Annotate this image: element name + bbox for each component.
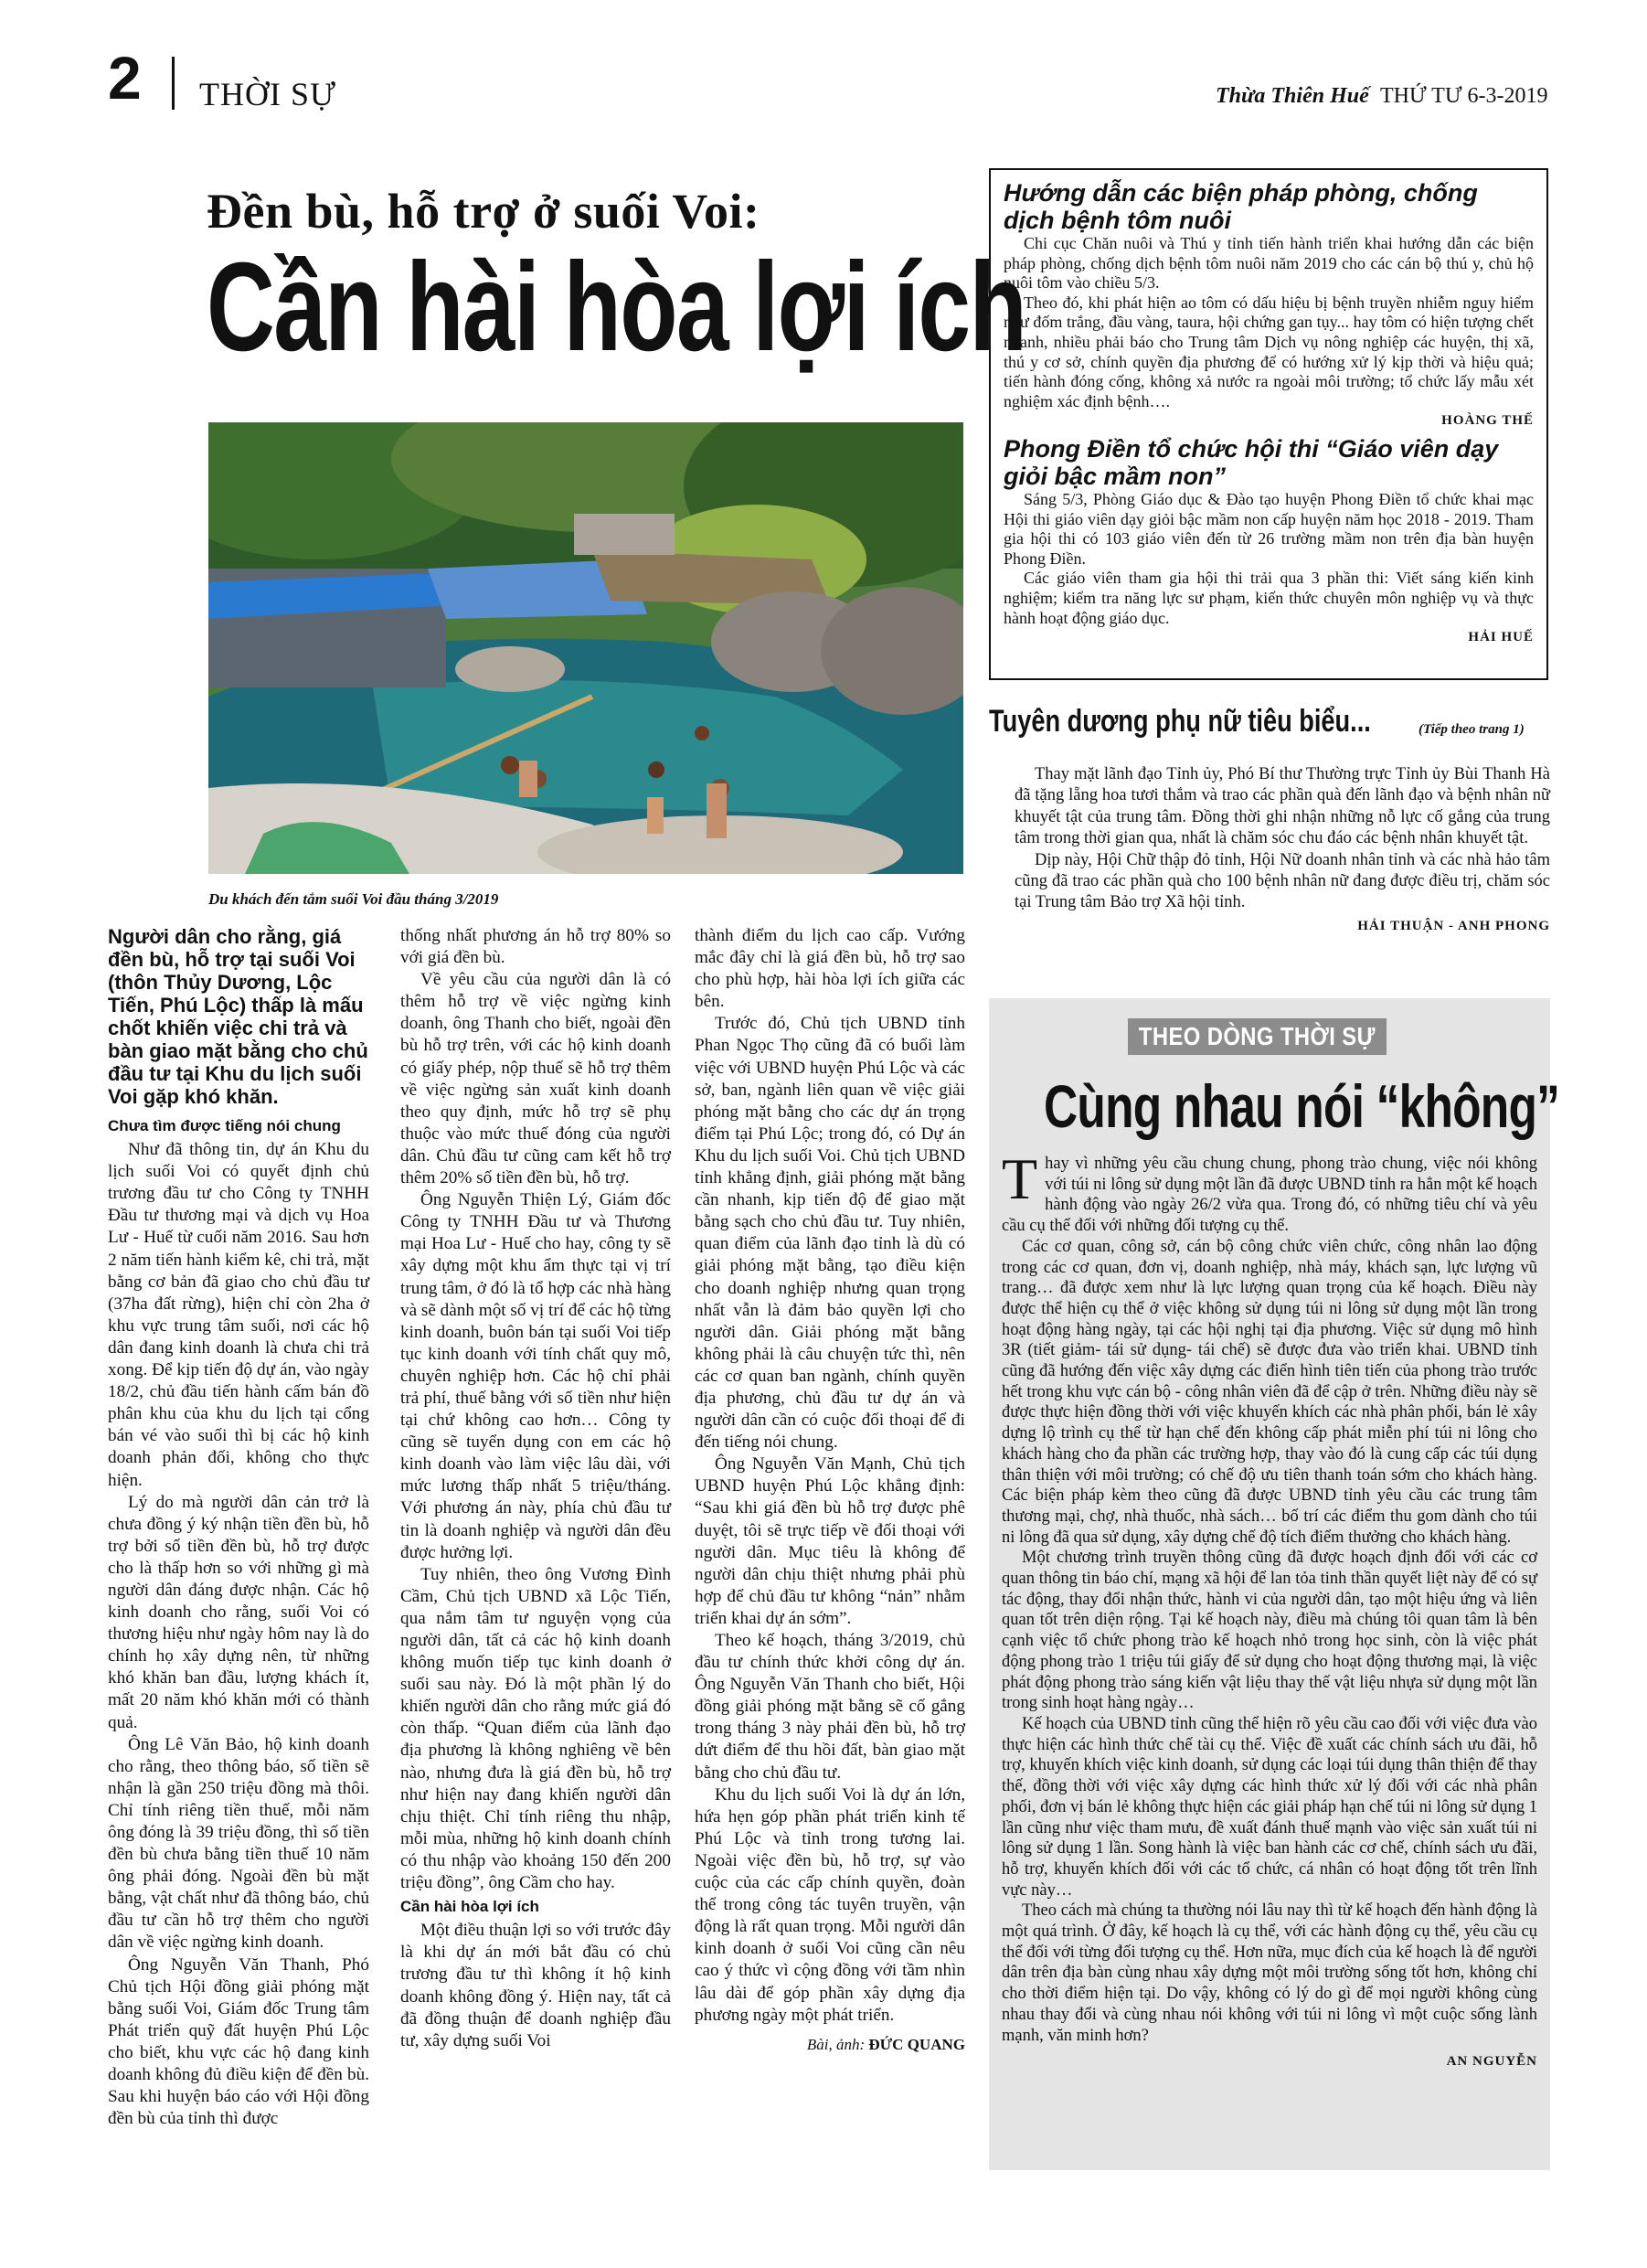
paragraph: thành điểm du lịch cao cấp. Vướng mắc đây chỉ là giá đền bù, hỗ trợ sao cho phù hợp, hài hòa lợi ích giữa các bên. bbox=[695, 926, 965, 1012]
paragraph: Theo đó, khi phát hiện ao tôm có dấu hiệu bị bệnh truyền nhiễm nguy hiểm như đốm trắng, đầu vàng, taura, hội chứng gan tụy... hay tôm có hiện tượng chết nhanh, nhiều phải báo cho Trung tâm Dịch vụ nông nghiệp các huyện, thị xã, thú y cơ sở, chính quyền địa phương để có hướng xử lý kịp thời và hiệu quả; tiến hành đóng cống, không xả nước ra ngoài môi trường; tổ chức lấy mẫu xét nghiệm xác định bệnh…. bbox=[1004, 293, 1534, 410]
continued-article-author: HẢI THUẬN - ANH PHONG bbox=[1357, 918, 1550, 933]
paragraph: Kế hoạch của UBND tỉnh cũng thể hiện rõ yêu cầu cao đối với việc đưa vào thực hiện các hình thức chế tài cụ thể. Việc đề xuất các chính sách ưu đãi, hỗ trợ, khuyến khích việc kinh doanh, sử dụng các loại túi dụng thân thiện để thay thế, đồng thời với việc xây dựng các hình thức xử lý đối với các nhà phân phối, đơn vị bán lẻ không thực hiện các giải pháp hạn chế túi ni lông sử dụng 1 lần cũng như việc tham mưu, đề xuất đánh thuế mạnh vào việc sản xuất túi ni lông sử dụng 1 lần. Song hành là việc ban hành các cơ chế, chính sách ưu đãi, hỗ trợ, khuyến khích đối với các tổ chức, cá nhân có hoạt động tốt trên lĩnh vực này… bbox=[1002, 1714, 1537, 1900]
commentary-body bbox=[1002, 1146, 1537, 2072]
header-divider bbox=[172, 57, 175, 110]
article-column-2 bbox=[400, 925, 671, 2052]
paragraph: Trước đó, Chủ tịch UBND tỉnh Phan Ngọc Thọ cũng đã có buổi làm việc với UBND huyện Phú Lộc và các sở, ban, ngành liên quan về việc giải phóng mặt bằng cho các dự án trọng điểm tại Phú Lộc; trong đó, có Dự án Khu du lịch suối Voi. Chủ tịch UBND tỉnh khẳng định, giải phóng mặt bằng cần nhanh, kịp tiến độ để giao mặt bằng sạch cho chủ đầu tư. Tuy nhiên, quan điểm của lãnh đạo tỉnh là dù có giải phóng mặt bằng, tạo điều kiện cho doanh nghiệp nhưng quan trọng nhất vẫn là đảm bảo quyền lợi cho người dân. Giải phóng mặt bằng không phải là câu chuyện tức thì, nên các cơ quan ban ngành, chính quyền địa phương, chủ đầu tư dự án và người dân cần có cuộc đối thoại để đi đến tiếng nói chung. bbox=[695, 1014, 965, 1453]
publication-name: Thừa Thiên Huế bbox=[1216, 84, 1369, 108]
issue-date: THỨ TƯ 6-3-2019 bbox=[1380, 84, 1548, 108]
continued-from-note: (Tiếp theo trang 1) bbox=[1419, 722, 1525, 737]
paragraph: Ông Nguyễn Thiện Lý, Giám đốc Công ty TNHH Đầu tư và Thương mại Hoa Lư - Huế cho hay, công ty sẽ xây dựng một khu ẩm thực tại vị trí trung tâm, ở đó là tổ hợp các nhà hàng và sẽ dành một số vị trí để các hộ từng kinh doanh, buôn bán tại suối Voi tiếp tục kinh doanh với tính chất quy mô, chuyên nghiệp hơn. Các hộ chỉ phải trả phí, thuế bằng với số tiền như hiện tại chứ không cao hơn… Công ty cũng sẽ tuyển dụng con em các hộ kinh doanh vào làm việc lâu dài, với mức lương thấp nhất 5 triệu/tháng. Với phương án này, phía chủ đầu tư tin là doanh nghiệp và người dân đều được hưởng lợi. bbox=[400, 1190, 672, 1562]
article-headline: Cần hài hòa lợi ích bbox=[207, 237, 1026, 378]
brief-2-body bbox=[1004, 490, 1534, 648]
paragraph: Lý do mà người dân cản trở là chưa đồng ý ký nhận tiền đền bù, hỗ trợ bởi số tiền đền bù, hỗ trợ được cho là thấp hơn so với những gì mà người dân đáng được nhận. Các hộ kinh doanh cho rằng, suối Voi có thương hiệu như ngày hôm nay là do chính họ xây dựng nên, từ những khó khăn ban đầu, lượng khách ít, mất 20 năm khó khăn mới có thành quả. bbox=[108, 1492, 369, 1732]
section-title: THỜI SỰ bbox=[199, 76, 336, 112]
drop-cap: T bbox=[1002, 1146, 1038, 1211]
article-column-3 bbox=[695, 925, 965, 2056]
commentary-box bbox=[989, 998, 1560, 2170]
paragraph: Ông Nguyễn Văn Thanh, Phó Chủ tịch Hội đồng giải phóng mặt bằng suối Voi, Giám đốc Trung tâm Phát triển quỹ đất huyện Phú Lộc cho biết, khu vực các hộ đang kinh doanh không đủ điều kiện để đền bù. Sau khi huyện báo cáo với Hội đồng đền bù của tỉnh thì được bbox=[108, 1954, 369, 2129]
brief-2-author: HẢI HUẾ bbox=[1468, 630, 1534, 645]
commentary-title: Cùng nhau nói “không” bbox=[1044, 1072, 1560, 1140]
paragraph: thống nhất phương án hỗ trợ 80% so với giá đền bù. bbox=[400, 926, 671, 968]
continued-article-body bbox=[1015, 764, 1550, 937]
paragraph: Như đã thông tin, dự án Khu du lịch suối Voi có quyết định chủ trương đầu tư cho Công ty TNHH Đầu tư thương mại và dịch vụ Hoa Lư - Huế từ cuối năm 2016. Sau hơn 2 năm tiến hành kiểm kê, chi trả, mặt bằng cơ bản đã giao cho chủ đầu tư (37ha đất rừng), hiện chỉ còn 2ha ở khu vực trung tâm suối, nơi các hộ dân đang kinh doanh là chưa chi trả xong. Để kịp tiến độ dự án, vào ngày 18/2, chủ đầu tiến hành cấm bán đồ phân khu của khu du lịch tại cổng bán vé vào suối thì bị các hộ kinh doanh phản đối, không cho thực hiện. bbox=[108, 1140, 369, 1490]
paragraph: Khu du lịch suối Voi là dự án lớn, hứa hẹn góp phần phát triển kinh tế Phú Lộc và tỉnh trong tương lai. Ngoài việc đền bù, hỗ trợ, sự vào cuộc của các cấp chính quyền, đoàn thể trong công tác tuyên truyền, vận động là rất quan trọng. Mỗi người dân kinh doanh ở suối Voi cũng cần nêu cao ý thức vì cộng đồng với tầm nhìn lâu dài để góp phần xây dựng địa phương ngày một phát triển. bbox=[695, 1784, 965, 2025]
paragraph: Các cơ quan, công sở, cán bộ công chức viên chức, công nhân lao động trong các cơ quan, đơn vị, doanh nghiệp, nhà máy, khách sạn, lực lượng vũ trang… đã được xem như là lực lượng quan trọng của kế hoạch. Điều này được thể hiện cụ thể ở việc không sử dụng túi ni lông sử dụng một lần trong hoạt động hàng ngày, tại các hội nghị tại địa phương. Việc sử dụng mô hình 3R (tiết giảm- tái sử dụng- tái chế) sẽ được đưa vào triển khai. UBND tỉnh cũng đã hướng đến việc xây dựng các điển hình tiên tiến của phong trào trước hết trong khu vực cán bộ - công nhân viên đã để cập ở trên. Những điều này sẽ được thực hiện đồng thời với việc khuyến khích các nhà phân phối, bán lẻ xây dựng lộ trình cụ thể từ hạn chế đến không cấp phát miễn phí túi ni lông cho khách hàng cho đa phần các trường hợp, thay vào đó là cung cấp các túi dụng thân thiện với môi trường; có chế độ ưu tiên thanh toán sớm cho khách hàng. Các biện pháp kèm theo cũng đã được UBND tỉnh yêu cầu các trung tâm thương mại, chợ, nhà thuốc, nhà sách… bố trí các điểm thu gom dành cho túi ni lông đã qua sử dụng, xây dựng chế độ tích điểm thưởng cho khách hàng. bbox=[1002, 1237, 1537, 1547]
paragraph bbox=[1002, 1146, 1537, 1237]
brief-1-author: HOÀNG THẾ bbox=[1441, 413, 1534, 429]
paragraph: Ông Lê Văn Bảo, hộ kinh doanh cho rằng, theo thông báo, số tiền sẽ nhận là gần 250 triệu đồng mà thôi. Chỉ tính riêng tiền thuế, mỗi năm ông đóng là 39 triệu đồng, thì số tiền đền bù chưa bằng tiền thuế 10 năm ông phải đóng. Ngoài đền bù mặt bằng, vật chất như đã thông báo, chủ đầu tư cần hỗ trợ thêm cho người dân về việc ngừng kinh doanh. bbox=[108, 1734, 369, 1953]
commentary-author: AN NGUYỄN bbox=[1446, 2054, 1537, 2070]
paragraph: Một điều thuận lợi so với trước đây là khi dự án mới bắt đầu có chủ trương đầu tư thì không ít hộ kinh doanh không đồng ý. Hiện nay, tất cả đã đồng thuận để doanh nghiệp đầu tư, xây dựng suối Voi bbox=[400, 1921, 671, 2050]
paragraph: Thay mặt lãnh đạo Tỉnh ủy, Phó Bí thư Thường trực Tỉnh ủy Bùi Thanh Hà đã tặng lẵng hoa tươi thắm và trao các phần quà đến lãnh đạo và bệnh nhân nữ khuyết tật của trung tâm. Đồng thời ghi nhận những nỗ lực cố gắng của trung tâm trong thời gian qua, nhất là chăm sóc chu đáo các bệnh nhân khuyết tật. bbox=[1015, 765, 1550, 848]
paragraph: Chi cục Chăn nuôi và Thú y tỉnh tiến hành triển khai hướng dẫn các biện pháp phòng, chống dịch bệnh tôm nuôi năm 2019 cho các cán bộ thú y, chủ hộ nuôi tôm vào chiều 5/3. bbox=[1004, 234, 1534, 293]
paragraph: Một chương trình truyền thông cũng đã được hoạch định đối với các cơ quan thông tin báo chí, mạng xã hội để lan tỏa tinh thần quyết liệt này để có sự tác động, thay đổi nhận thức, hành vi của người dân, tạo một hiệu ứng và liên quan tốt trên diện rộng. Tại kế hoạch này, điều mà chúng tôi quan tâm là bên cạnh việc tổ chức phong trào kế hoạch nhỏ trong học sinh, còn là việc phát động phong trào 1 triệu túi giấy để sử dụng cho hoạt động thương mại, là việc phát động phong trào sáng kiến vật liệu thay thế vật liệu nhựa sử dụng một lần trong sinh hoạt hàng ngày… bbox=[1002, 1549, 1537, 1713]
continued-article-title: Tuyên dương phụ nữ tiêu biểu... bbox=[989, 704, 1371, 739]
page-number: 2 bbox=[108, 44, 142, 112]
photo-caption: Du khách đến tắm suối Voi đầu tháng 3/2019 bbox=[208, 890, 499, 908]
paragraph: Theo kế hoạch, tháng 3/2019, chủ đầu tư chính thức khởi công dự án. Ông Nguyễn Văn Thanh cho biết, Hội đồng giải phóng mặt bằng sẽ cố gắng trong tháng 3 này phải đền bù, hỗ trợ dứt điểm để thu hồi đất, bàn giao mặt bằng cho chủ đầu tư. bbox=[695, 1631, 965, 1783]
article-byline bbox=[695, 2034, 965, 2056]
paragraph: Dịp này, Hội Chữ thập đỏ tỉnh, Hội Nữ doanh nhân tỉnh và các nhà hảo tâm cũng đã trao các phần quà cho 100 bệnh nhân nữ đang được điều trị, chăm sóc tại Trung tâm Bảo trợ Xã hội tỉnh. bbox=[1015, 850, 1550, 912]
paragraph: Sáng 5/3, Phòng Giáo dục & Đào tạo huyện Phong Điền tổ chức khai mạc Hội thi giáo viên dạy giỏi bậc mầm non cấp huyện năm học 2018 - 2019. Tham gia hội thi có 103 giáo viên đến từ 26 trường mầm non trên địa bàn huyện Phong Điền. bbox=[1004, 489, 1534, 568]
first-paragraph-text: hay vì những yêu cầu chung chung, phong trào chung, việc nói không với túi ni lông sử dụng một lần đã được UBND tỉnh ra hẳn một kế hoạch hành động vào ngày 26/2 vừa qua. Trong đó, có những tiêu chí và yêu cầu cụ thể đối với những đối tượng cụ thể. bbox=[1002, 1155, 1537, 1236]
news-brief-box bbox=[989, 168, 1548, 680]
article-column-1 bbox=[108, 925, 369, 2130]
brief-1-title: Hướng dẫn các biện pháp phòng, chống dịch bệnh tôm nuôi bbox=[1004, 179, 1478, 234]
stream-photo-illustration bbox=[208, 422, 963, 874]
article-kicker: Đền bù, hỗ trợ ở suối Voi: bbox=[207, 184, 760, 239]
paragraph: Ông Nguyễn Văn Mạnh, Chủ tịch UBND huyện Phú Lộc khẳng định: “Sau khi giá đền bù hỗ trợ được phê duyệt, tôi sẽ trực tiếp về đối thoại với người dân. Mục tiêu là không để người dân chịu thiệt nhưng phải phù hợp để chủ đầu tư không “nản” nhằm triển khai dự án sớm”. bbox=[695, 1454, 965, 1628]
article-subhead-2: Cần hài hòa lợi ích bbox=[400, 1898, 539, 1916]
paragraph: Về yêu cầu của người dân là có thêm hỗ trợ về việc ngừng kinh doanh, ông Thanh cho biết, ngoài đền bù hỗ trợ trên, với các hộ kinh doanh có giấy phép, nộp thuế sẽ hỗ trợ thêm về việc ngừng sản xuất kinh doanh theo quy định, mức hỗ trợ sẽ phụ thuộc vào mức thuế đóng của người dân. Chủ đầu tư cũng cam kết hỗ trợ thêm 20% số tiền đền bù, hỗ trợ. bbox=[400, 970, 671, 1188]
byline-author: ĐỨC QUANG bbox=[868, 2035, 965, 2053]
article-lead: Người dân cho rằng, giá đền bù, hỗ trợ tại suối Voi (thôn Thủy Dương, Lộc Tiến, Phú Lộc) thấp là mấu chốt khiến việc chi trả và bàn giao mặt bằng cho chủ đầu tư tại Khu du lịch suối Voi gặp khó khăn. bbox=[108, 925, 368, 1108]
article-subhead-1: Chưa tìm được tiếng nói chung bbox=[108, 1117, 341, 1134]
paragraph: Theo cách mà chúng ta thường nói lâu nay thì từ kế hoạch đến hành động là một quá trình. Ở đây, kế hoạch là cụ thể, với các hành động cụ thể, yêu cầu cụ thể đối với từng đối tượng cụ thể. Hơn nữa, mục đích của kế hoạch là để người dân trên địa bàn cùng nhau xây dựng một môi trường sống tốt hơn, không chỉ cho thời điểm hiện tại. Do vậy, không có lý do gì để mọi người không cùng nhau thay đổi và cùng nhau nói không với túi ni lông vì một cuộc sống lành mạnh, văn minh hơn? bbox=[1002, 1901, 1537, 2045]
brief-1-body bbox=[1004, 234, 1534, 431]
commentary-tag: THEO DÒNG THỜI SỰ bbox=[1128, 1018, 1387, 1055]
byline-label: Bài, ảnh: bbox=[806, 2035, 866, 2053]
article-photo bbox=[208, 422, 963, 874]
paragraph: Tuy nhiên, theo ông Vương Đình Cầm, Chủ tịch UBND xã Lộc Tiến, qua nắm tâm tư nguyện vọng của người dân, tất cả các hộ kinh doanh không muốn tiếp tục kinh doanh ở suối sau này. Đó là một phần lý do khiến người dân cho rằng mức giá đó còn thấp. “Quan điểm của lãnh đạo địa phương là không nghiêng về bên nào, nhưng đưa là giá đền bù, hỗ trợ như hiện nay đang khiến người dân chịu thiệt. Chỉ tính riêng thu nhập, mỗi mùa, những hộ kinh doanh chính có thu nhập vào khoảng 150 đến 200 triệu đồng”, ông Cầm cho hay. bbox=[400, 1564, 671, 1893]
brief-2-title: Phong Điền tổ chức hội thi “Giáo viên dạy giỏi bậc mầm non” bbox=[1004, 434, 1499, 490]
paragraph: Các giáo viên tham gia hội thi trải qua 3 phần thi: Viết sáng kiến kinh nghiệm; kiểm tra năng lực sư phạm, kiến thức chuyên môn nghiệp vụ và thực hành hoạt động giáo dục. bbox=[1004, 569, 1534, 627]
